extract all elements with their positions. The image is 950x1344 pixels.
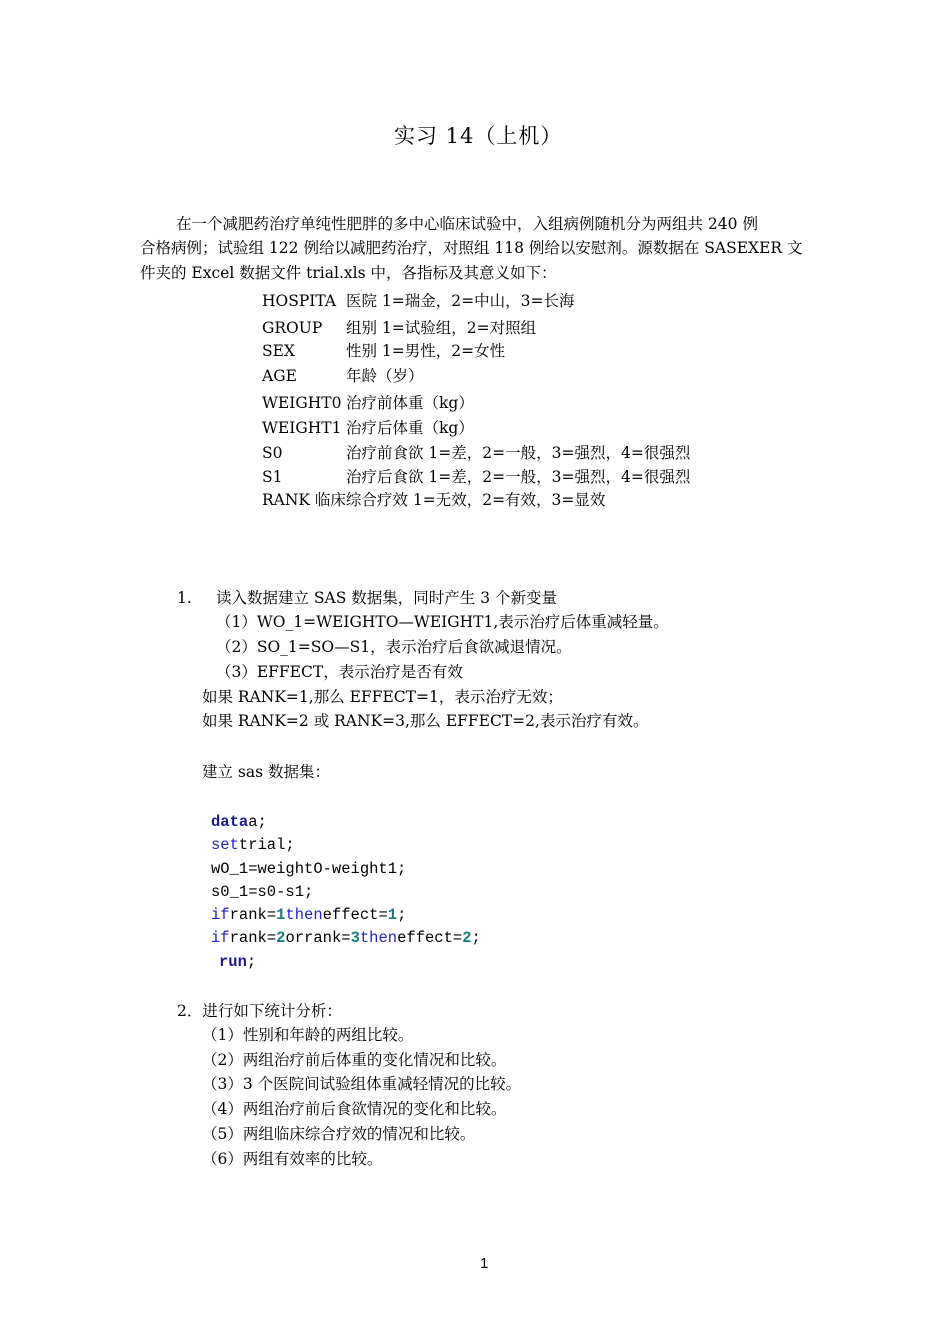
variable-name: WEIGHT1 — [262, 419, 342, 437]
variable-desc: 治疗后体重（kg） — [346, 419, 474, 437]
variable-name: S1 — [262, 468, 283, 486]
code-number: 1 — [387, 906, 398, 924]
code-keyword: run — [219, 953, 247, 971]
code-keyword: set — [211, 836, 239, 854]
page-title: 实习 14（上机） — [394, 124, 563, 148]
task2-item: （3）3 个医院间试验组体重减轻情况的比较。 — [202, 1075, 522, 1093]
code-text: rank= — [229, 906, 277, 924]
build-dataset-label: 建立 sas 数据集： — [202, 763, 331, 781]
code-line-2 — [211, 836, 295, 854]
code-text: rank= — [229, 929, 277, 947]
code-text: rank= — [304, 929, 351, 947]
variable-desc: 治疗后食欲 1=差，2=一般，3=强烈，4=很强烈 — [346, 468, 691, 486]
code-text: ; — [471, 929, 481, 947]
task1-heading: 读入数据建立 SAS 数据集，同时产生 3 个新变量 — [216, 589, 558, 607]
intro-line-2: 合格病例；试验组 122 例给以减肥药治疗，对照组 118 例给以安慰剂。源数据在 SASEXER 文 — [140, 239, 803, 257]
code-line-7 — [219, 953, 256, 971]
variable-desc: 性别 1=男性，2=女性 — [346, 342, 506, 360]
code-text: effect= — [397, 929, 463, 947]
intro-line-1: 在一个减肥药治疗单纯性肥胖的多中心临床试验中，入组病例随机分为两组共 240 例 — [176, 215, 758, 233]
task2-item: （4）两组治疗前后食欲情况的变化和比较。 — [202, 1100, 507, 1118]
code-line-1 — [211, 813, 267, 831]
variable-desc: 治疗前体重（kg） — [346, 394, 474, 412]
code-number: 2 — [462, 929, 472, 947]
code-keyword: if — [211, 906, 230, 924]
code-line-3: wO_1=weightO-weight1; — [211, 860, 407, 878]
variable-name: HOSPITA — [262, 292, 337, 310]
code-line-6 — [211, 929, 481, 947]
task1-condition-1: 如果 RANK=1,那么 EFFECT=1，表示治疗无效； — [202, 688, 563, 706]
code-number: 3 — [350, 929, 360, 947]
variable-name: AGE — [262, 367, 297, 385]
variable-desc: 医院 1=瑞金，2=中山，3=长海 — [346, 292, 575, 310]
task1-item-3: （3）EFFECT，表示治疗是否有效 — [216, 663, 463, 681]
variable-name: WEIGHT0 — [262, 394, 342, 412]
variable-name: SEX — [262, 342, 295, 360]
code-text: a; — [248, 813, 267, 831]
code-line-5 — [211, 906, 406, 924]
task2-item: （6）两组有效率的比较。 — [202, 1150, 383, 1168]
code-keyword: if — [211, 929, 230, 947]
task1-number: 1. — [177, 589, 192, 607]
code-number: 2 — [276, 929, 286, 947]
task1-item-1: （1）WO_1=WEIGHTO—WEIGHT1,表示治疗后体重减轻量。 — [216, 613, 669, 631]
code-text: trial; — [238, 836, 295, 854]
code-keyword: then — [359, 929, 398, 947]
task1-item-2: （2）SO_1=SO—S1，表示治疗后食欲减退情况。 — [216, 638, 572, 656]
task2-item: （5）两组临床综合疗效的情况和比较。 — [202, 1125, 476, 1143]
code-keyword: data — [211, 813, 249, 831]
code-text: or — [285, 929, 305, 947]
code-number: 1 — [276, 906, 286, 924]
variable-desc: 治疗前食欲 1=差，2=一般，3=强烈，4=很强烈 — [346, 444, 691, 462]
task1-condition-2: 如果 RANK=2 或 RANK=3,那么 EFFECT=2,表示治疗有效。 — [202, 712, 649, 730]
task2-item: （2）两组治疗前后体重的变化情况和比较。 — [202, 1051, 507, 1069]
page-number: 1 — [480, 1255, 489, 1272]
code-text: effect= — [322, 906, 388, 924]
variable-name: GROUP — [262, 319, 323, 337]
variable-desc: 年龄（岁） — [346, 367, 424, 385]
variable-desc: 组别 1=试验组，2=对照组 — [346, 319, 537, 337]
code-line-4: s0_1=s0-s1; — [211, 883, 314, 901]
variable-name: S0 — [262, 444, 283, 462]
task2-heading: 2．进行如下统计分析： — [177, 1002, 342, 1020]
code-text: ; — [397, 906, 407, 924]
rank-line: RANK 临床综合疗效 1=无效，2=有效，3=显效 — [262, 491, 606, 509]
code-keyword: then — [285, 906, 323, 924]
intro-line-3: 件夹的 Excel 数据文件 trial.xls 中，各指标及其意义如下： — [140, 264, 557, 282]
task2-item: （1）性别和年龄的两组比较。 — [202, 1026, 414, 1044]
code-text: ; — [246, 953, 257, 971]
